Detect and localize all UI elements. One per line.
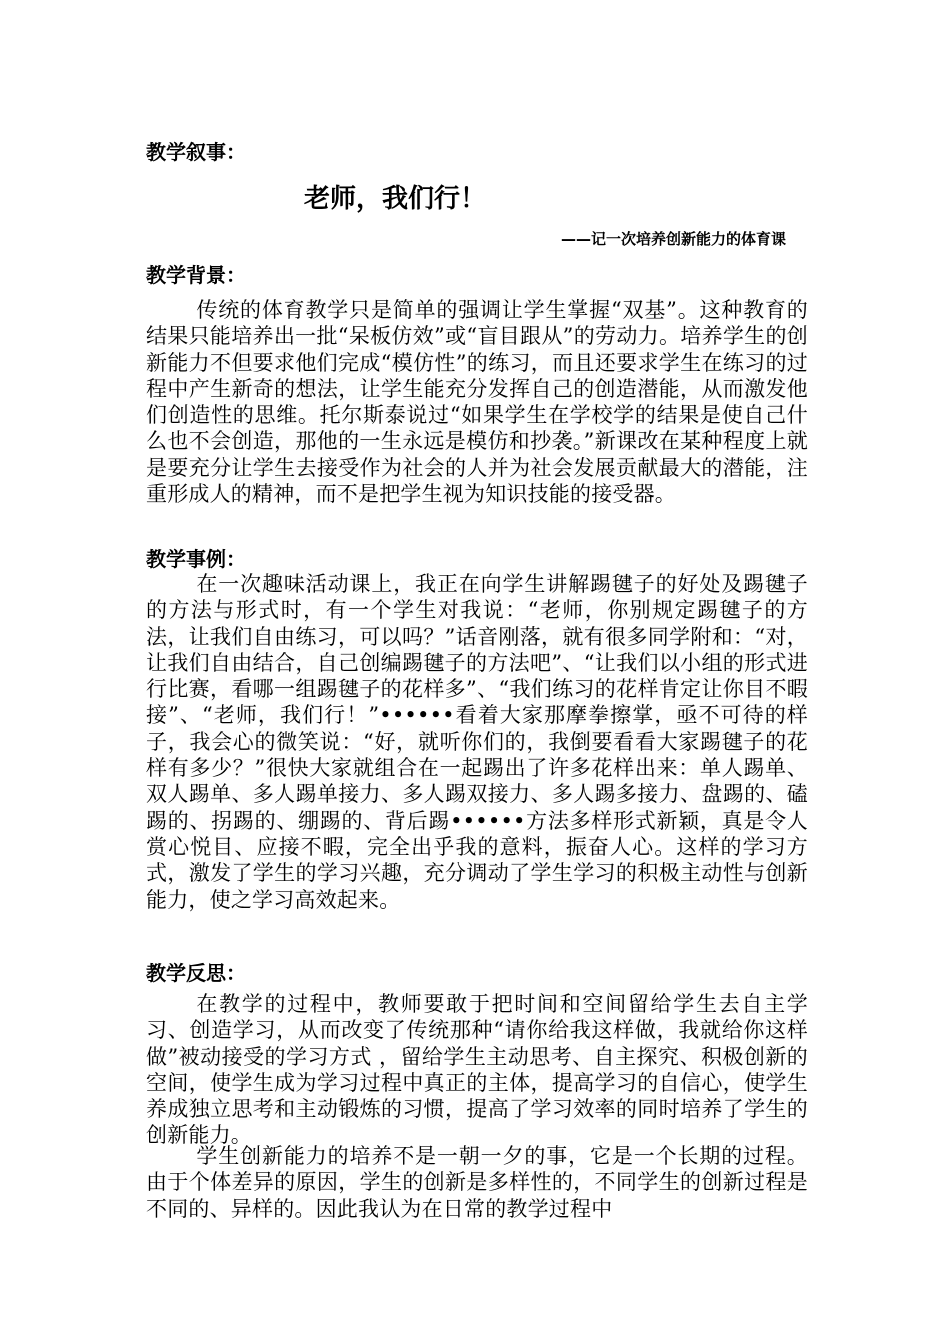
paragraph-background: 传统的体育教学只是简单的强调让学生掌握“双基”。这种教育的结果只能培养出一批“呆板仿效”或“盲目跟从”的劳动力。培养学生的创新能力不但要求他们完成“模仿性”的练习，而且还要求学生在练习的过程中产生新奇的想法，让学生能充分发挥自己的创造潜能，从而激发他们创造性的思维。托尔斯泰说过“如果学生在学校学的结果是使自己什么也不会创造，那他的一生永远是模仿和抄袭。”新课改在某种程度上就是要充分让学生去接受作为社会的人并为社会发展贡献最大的潜能，注重形成人的精神，而不是把学生视为知识技能的接受器。: [146, 298, 808, 507]
section-heading-background: 教学背景：: [146, 263, 246, 287]
section-heading-example: 教学事例：: [146, 547, 246, 571]
paragraph-example: 在一次趣味活动课上，我正在向学生讲解踢毽子的好处及踢毽子的方法与形式时，有一个学生对我说：“老师，你别规定踢毽子的方法，让我们自由练习，可以吗？”话音刚落，就有很多同学附和：“对，让我们自由结合，自己创编踢毽子的方法吧”、“让我们以小组的形式进行比赛，看哪一组踢毽子的花样多”、“我们练习的花样肯定让你目不暇接”、“老师，我们行！”••••••看着大家那摩拳擦掌，亟不可待的样子，我会心的微笑说：“好，就听你们的，我倒要看看大家踢毽子的花样有多少？”很快大家就组合在一起踢出了许多花样出来：单人踢单、双人踢单、多人踢单接力、多人踢双接力、多人踢多接力、盘踢的、磕踢的、拐踢的、绷踢的、背后踢••••••方法多样形式新颖，真是令人赏心悦目、应接不暇，完全出乎我的意料，振奋人心。这样的学习方式，激发了学生的学习兴趣，充分调动了学生学习的积极主动性与创新能力，使之学习高效起来。: [146, 572, 808, 912]
doc-title: 老师，我们行！: [303, 184, 486, 214]
paragraph-reflection-1: 在教学的过程中，教师要敢于把时间和空间留给学生去自主学习、创造学习，从而改变了传统那种“请你给我这样做，我就给你这样做”被动接受的学习方式 ，留给学生主动思考、自主探究、积极创新的空间，使学生成为学习过程中真正的主体，提高学习的自信心，使学生养成独立思考和主动锻炼的习惯，提高了学习效率的同时培养了学生的创新能力。: [146, 992, 808, 1148]
doc-label: 教学叙事：: [146, 140, 246, 164]
paragraph-reflection-2: 学生创新能力的培养不是一朝一夕的事，它是一个长期的过程。由于个体差异的原因，学生的创新是多样性的，不同学生的创新过程是不同的、异样的。因此我认为在日常的教学过程中: [146, 1144, 808, 1221]
section-heading-reflection: 教学反思：: [146, 961, 246, 985]
doc-subtitle: ——记一次培养创新能力的体育课: [560, 230, 786, 248]
